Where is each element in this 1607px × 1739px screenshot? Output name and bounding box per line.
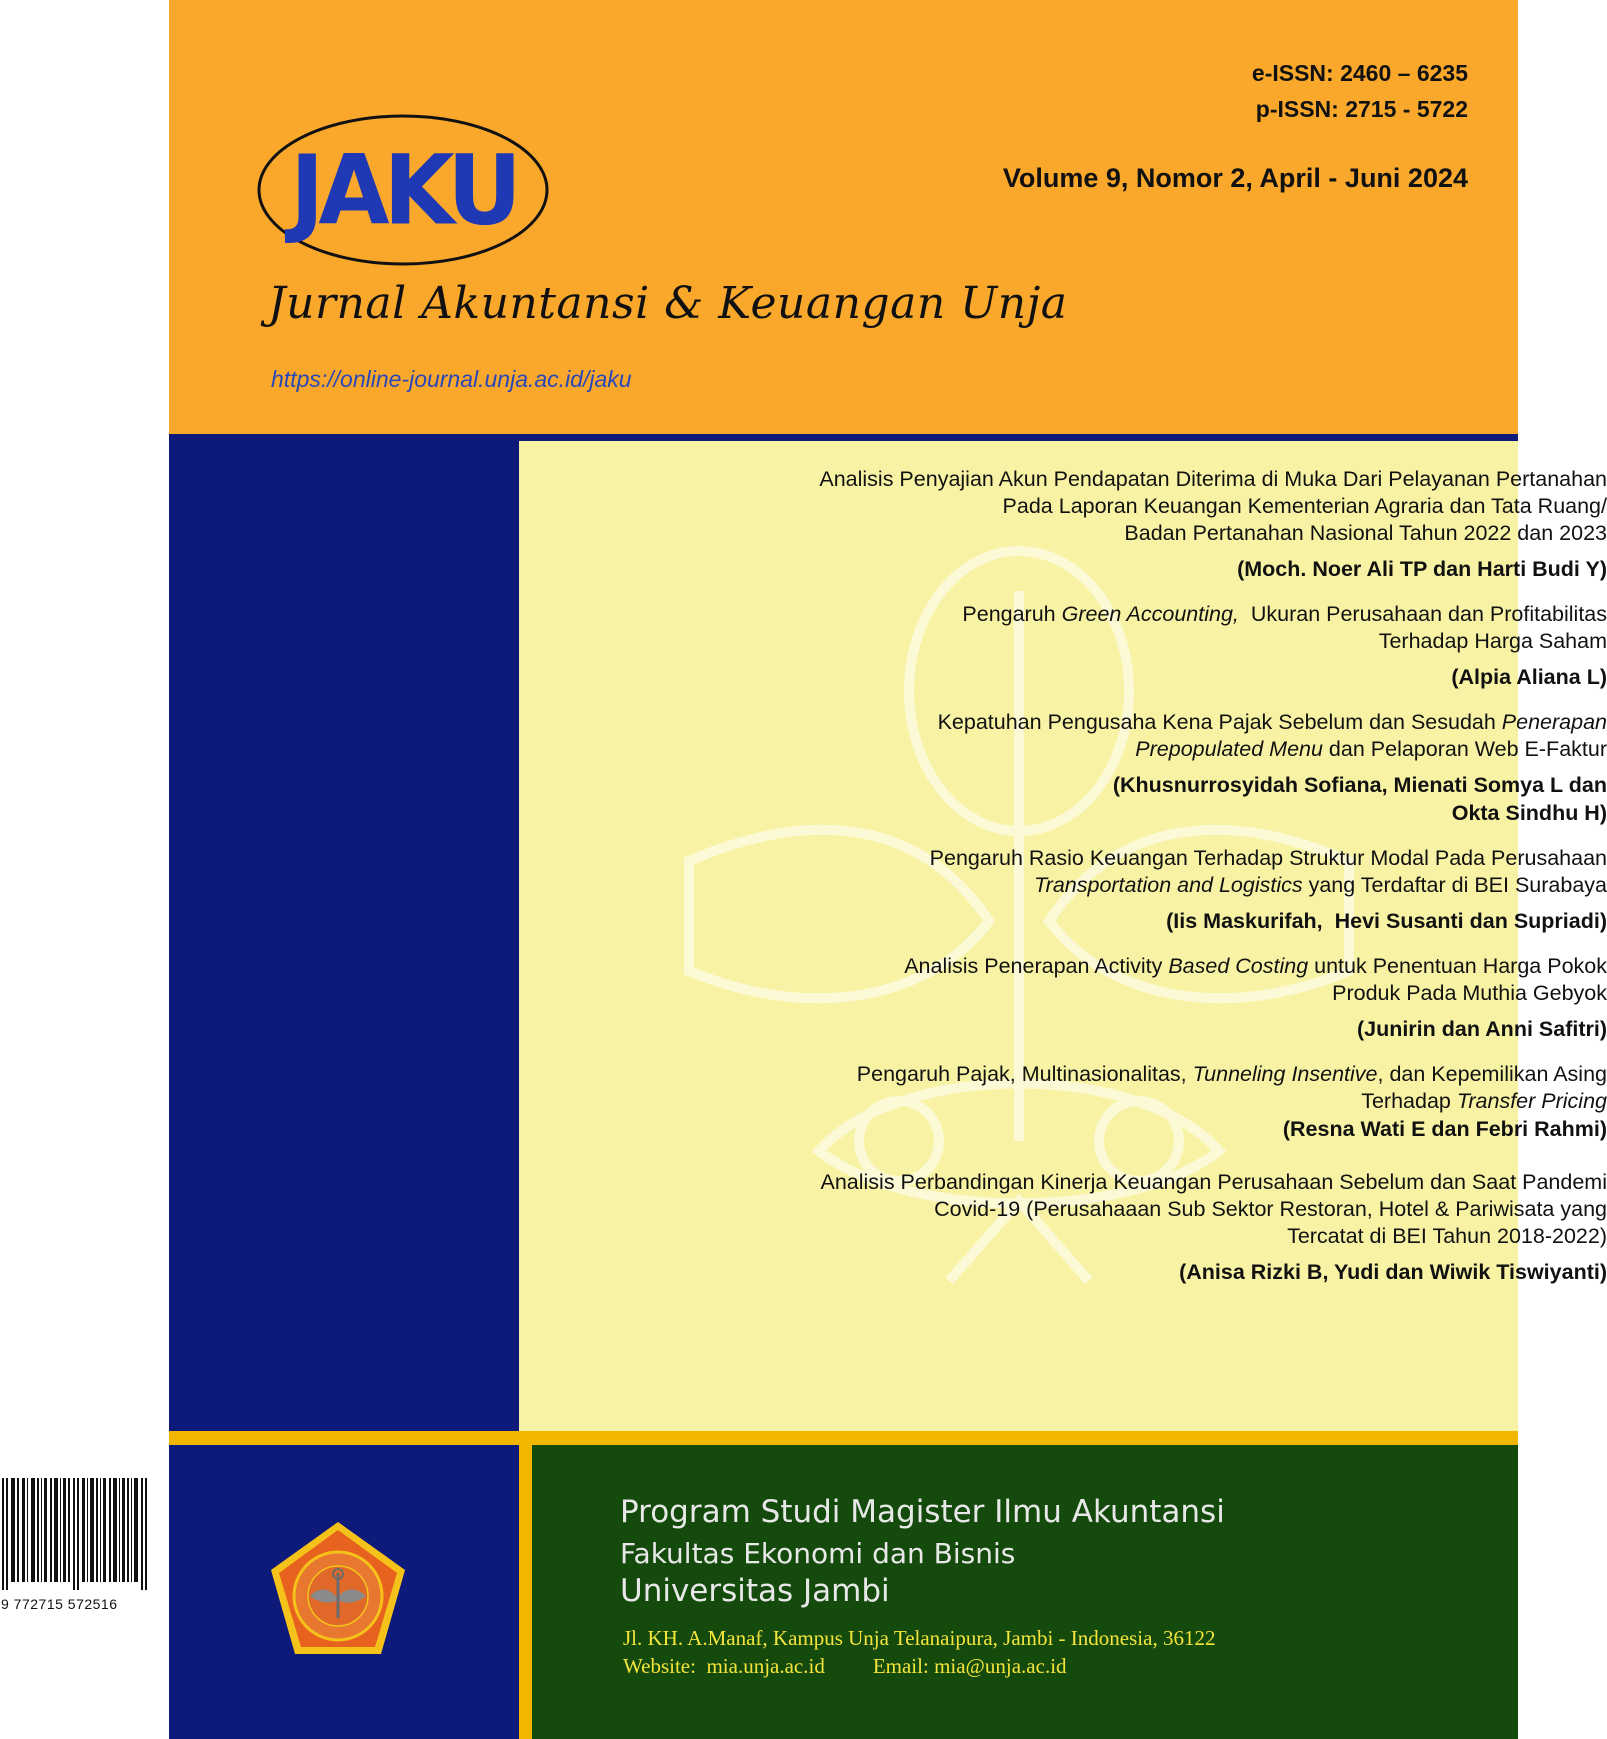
article-item[interactable] [519,709,1607,827]
article-item[interactable] [519,466,1607,583]
article-item[interactable] [519,1061,1607,1143]
issn-block [1252,55,1468,127]
article-authors: (Moch. Noer Ali TP dan Harti Budi Y) [1237,557,1607,581]
e-issn: e-ISSN: 2460 – 6235 [1251,60,1468,86]
article-title: Pengaruh Rasio Keuangan Terhadap Struktur Modal Pada Perusahaan Transportation and Logistics yang Terdaftar di BEI Surabaya [929,846,1607,897]
article-item[interactable] [519,601,1607,691]
article-item[interactable] [519,953,1607,1043]
article-title: Analisis Penyajian Akun Pendapatan Diterima di Muka Dari Pelayanan Pertanahan Pada Laporan Keuangan Kementerian Agraria dan Tata Ruang/ Badan Pertanahan Nasional Tahun 2022 dan 2023 [819,467,1607,545]
article-item[interactable] [519,845,1607,935]
article-authors: (Junirin dan Anni Safitri) [1356,1017,1607,1041]
article-authors: (Resna Wati E dan Febri Rahmi) [1282,1117,1607,1141]
program-info [620,1492,1225,1610]
journal-url[interactable]: https://online-journal.unja.ac.id/jaku [271,366,632,392]
program-name: Program Studi Magister Ilmu Akuntansi [620,1494,1225,1530]
barcode-number: 9 772715 572516 [1,1596,118,1612]
barcode-icon [0,1478,160,1590]
article-authors: (Khusnurrosyidah Sofiana, Mienati Somya L dan Okta Sindhu H) [1112,773,1607,825]
p-issn: p-ISSN: 2715 - 5722 [1255,96,1468,122]
email-link[interactable]: Email: mia@unja.ac.id [872,1654,1067,1678]
article-title: Kepatuhan Pengusaha Kena Pajak Sebelum dan Sesudah Penerapan Prepopulated Menu dan Pelaporan Web E-Faktur [937,710,1607,761]
articles-panel [519,441,1607,1431]
university-seal-icon [265,1518,411,1664]
article-title: Analisis Perbandingan Kinerja Keuangan Perusahaan Sebelum dan Saat Pandemi Covid-19 (Perusahaaan Sub Sektor Restoran, Hotel & Pariwisata yang Tercatat di BEI Tahun 2018-2022) [820,1170,1607,1248]
article-title: Pengaruh Green Accounting, Ukuran Perusahaan dan Profitabilitas Terhadap Harga Saham [962,602,1607,653]
header-divider [169,434,1518,441]
address-line: Jl. KH. A.Manaf, Kampus Unja Telanaipura, Jambi - Indonesia, 36122 [623,1626,1216,1650]
article-title: Analisis Penerapan Activity Based Costing untuk Penentuan Harga Pokok Produk Pada Muthia Gebyok [904,954,1607,1005]
article-list [519,466,1607,1304]
cover-header [169,0,1518,434]
faculty-name: Fakultas Ekonomi dan Bisnis [620,1537,1016,1570]
contact-info [623,1624,1215,1680]
footer-gold-rule [169,1431,1518,1445]
left-blue-panel [169,441,519,1431]
article-authors: (Alpia Aliana L) [1451,665,1607,689]
jaku-logo [256,112,550,268]
article-title: Pengaruh Pajak, Multinasionalitas, Tunneling Insentive, dan Kepemilikan Asing Terhadap Transfer Pricing [856,1062,1607,1113]
university-name: Universitas Jambi [620,1573,890,1609]
journal-name: Jurnal Akuntansi & Keuangan Unja [268,278,1068,329]
article-authors: (Anisa Rizki B, Yudi dan Wiwik Tiswiyanti) [1179,1260,1607,1284]
article-item[interactable] [519,1169,1607,1286]
footer-gold-divider [519,1445,532,1739]
journal-cover [169,0,1607,1739]
volume-info: Volume 9, Nomor 2, April - Juni 2024 [1002,163,1468,193]
logo-text: JAKU [290,133,516,247]
website-link[interactable]: Website: mia.unja.ac.id [623,1654,825,1678]
article-authors: (Iis Maskurifah, Hevi Susanti dan Supriadi) [1166,909,1607,933]
